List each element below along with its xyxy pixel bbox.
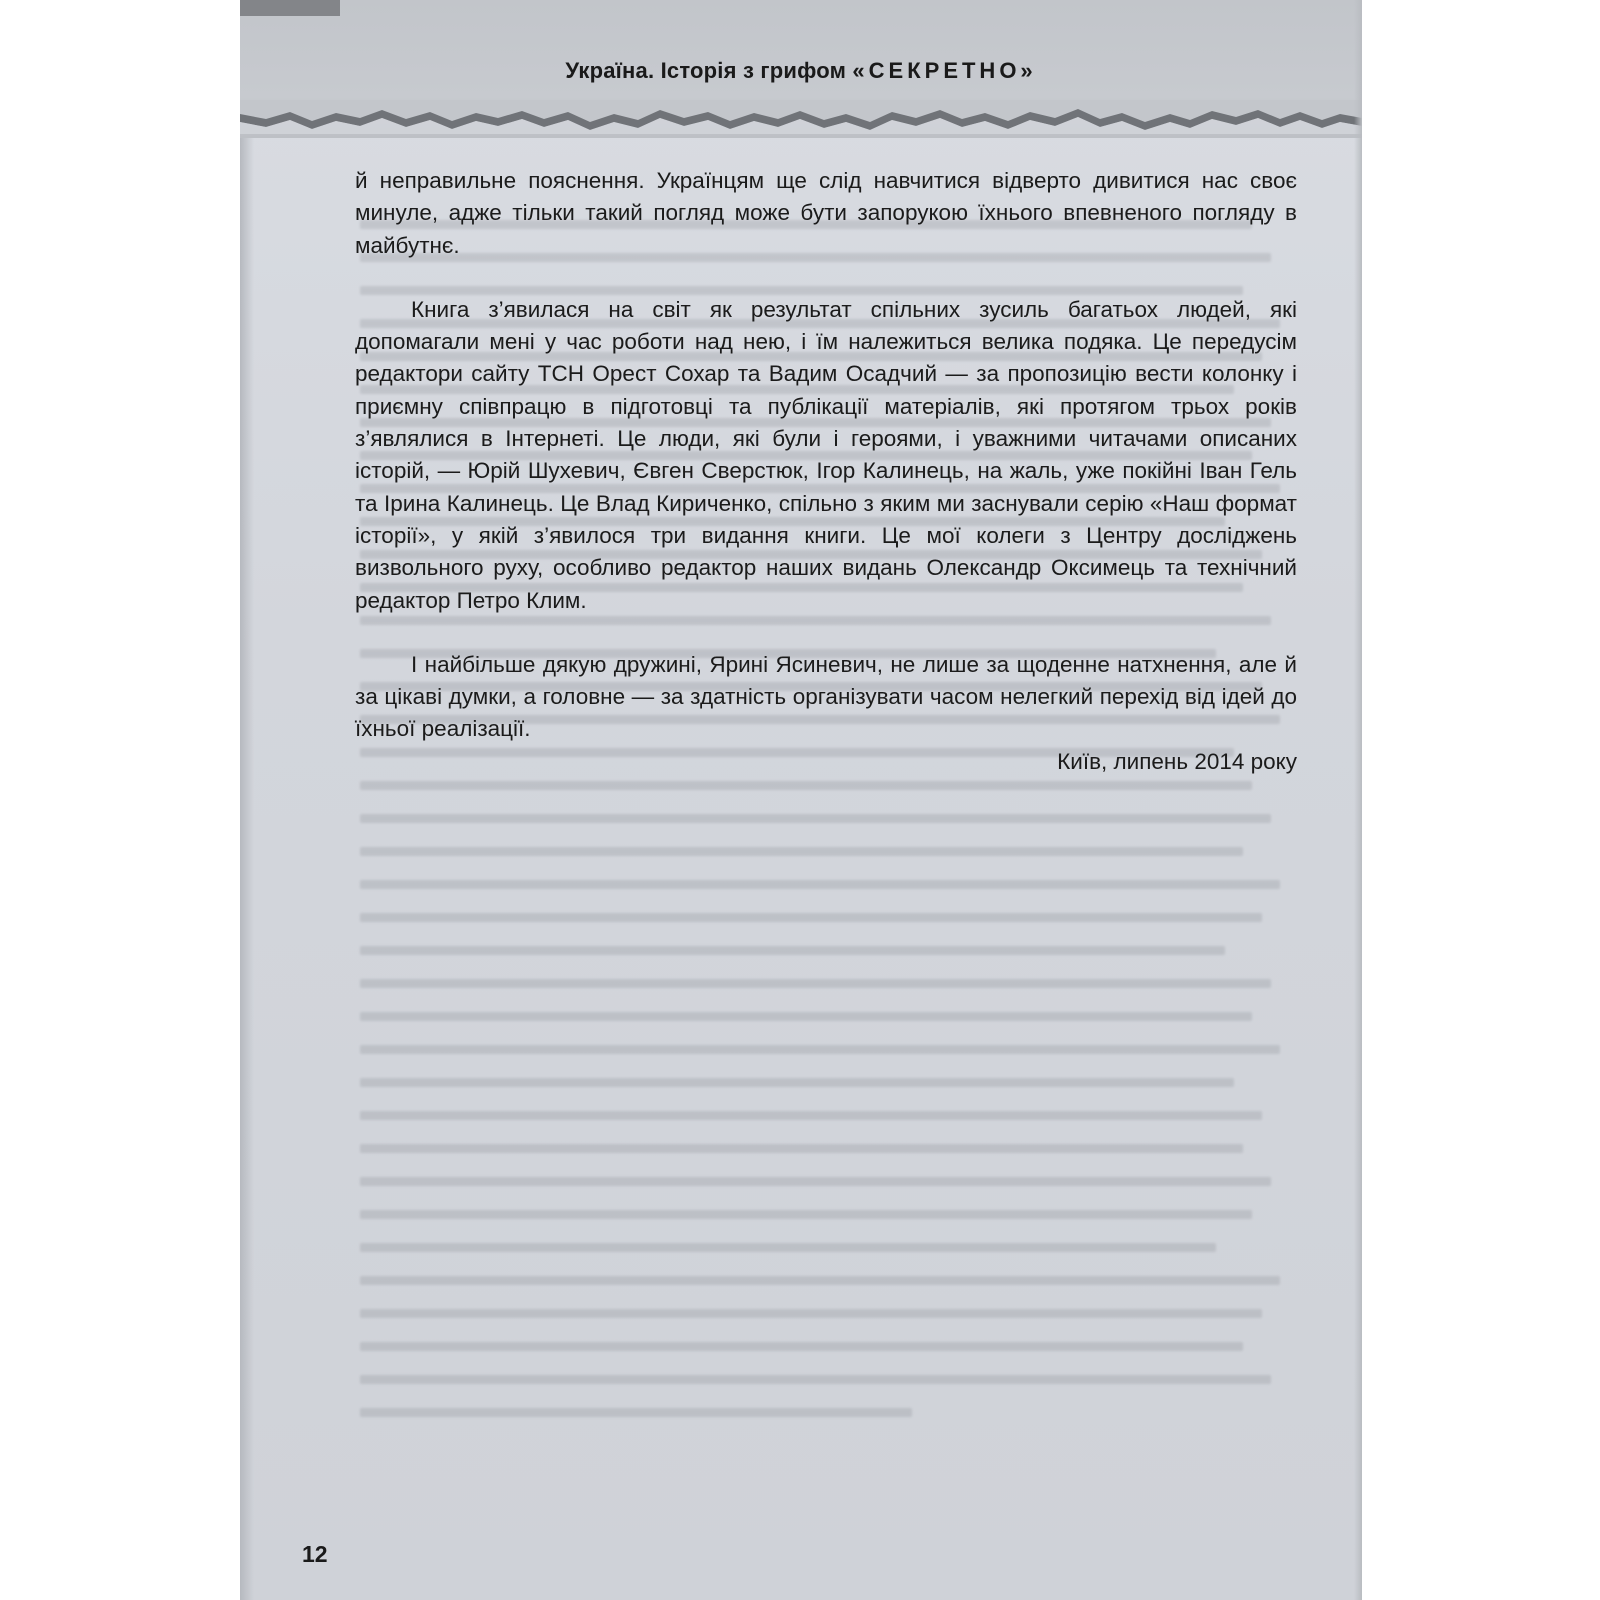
- running-head-title: Україна. Історія з грифом: [565, 58, 853, 83]
- page-number: 12: [302, 1541, 328, 1567]
- page-right-edge: [1354, 0, 1362, 1600]
- body-text: [355, 165, 1297, 778]
- body-paragraph: І найбільше дякую дружині, Ярині Ясиневич, не лише за щоденне натхнення, але й за цікаві думки, а головне — за здатність організувати часом нелегкий перехід від ідей до їхньої реалізації.: [355, 651, 1297, 742]
- running-head: [240, 58, 1362, 84]
- book-page: [240, 0, 1362, 1600]
- body-paragraph: й неправильне пояснення. Українцям ще слід навчитися відверто дивитися нас своє минуле, адже тільки такий погляд може бути запорукою їхнього впевненого погляду в майбутнє.: [355, 168, 1297, 258]
- header-top-mark: [240, 0, 340, 16]
- page-gutter-shadow: [240, 0, 254, 1600]
- torn-paper-edge: [240, 100, 1362, 144]
- signature-line: Київ, липень 2014 року: [1057, 748, 1297, 774]
- running-head-secret: «СЕКРЕТНО»: [852, 58, 1037, 83]
- body-paragraph: Книга з’явилася на світ як результат спільних зусиль багатьох людей, які допомагали мені у час роботи над нею, і їм належиться велика подяка. Це передусім редактори сайту ТСН Орест Сохар та Вадим Осадчий — за пропозицію вести колонку і приємну співпрацю в підготовці та публікації матеріалів, які протягом трьох років з’являлися в Інтернеті. Це люди, які були і героями, і уважними читачами описаних історій, — Юрій Шухевич, Євген Сверстюк, Ігор Калинець, на жаль, уже покійні Іван Гель та Ірина Калинець. Це Влад Кириченко, спільно з яким ми заснували серію «Наш формат історії», у якій з’явилося три видання книги. Це мої колеги з Центру досліджень визвольного руху, особливо редактор наших видань Олександр Оксимець та технічний редактор Петро Клим.: [355, 296, 1297, 613]
